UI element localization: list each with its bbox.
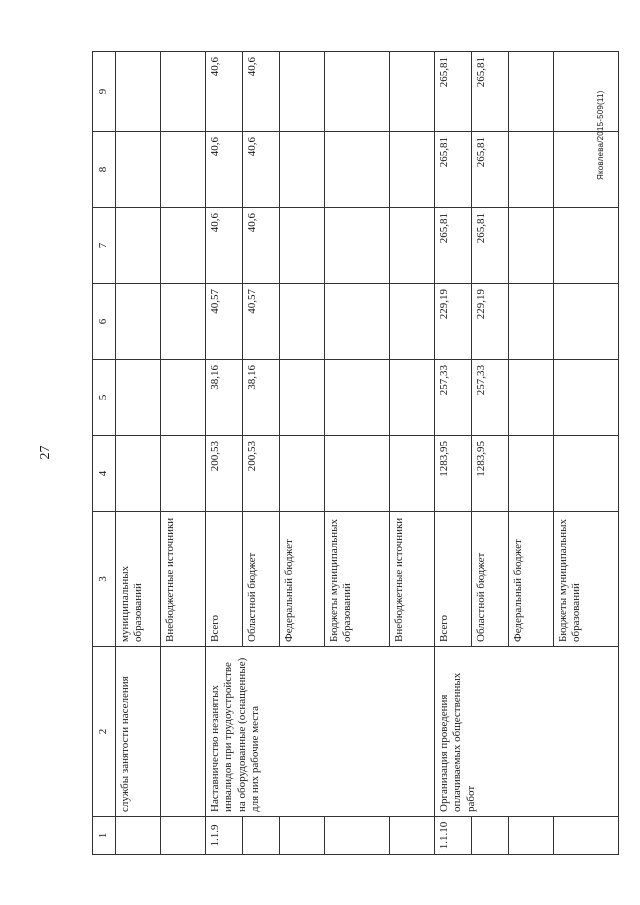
item-number-cell bbox=[280, 817, 325, 855]
value-cell bbox=[554, 360, 619, 436]
funding-source-cell: Областной бюджет bbox=[243, 512, 280, 647]
value-cell: 40,6 bbox=[243, 132, 280, 208]
measure-name-cell: службы занятости населения bbox=[116, 647, 161, 817]
value-cell bbox=[280, 360, 325, 436]
value-cell bbox=[554, 436, 619, 512]
column-header: 1 bbox=[93, 817, 116, 855]
value-cell bbox=[509, 436, 554, 512]
value-cell bbox=[116, 360, 161, 436]
column-header: 4 bbox=[93, 436, 116, 512]
value-cell bbox=[280, 436, 325, 512]
item-number-cell bbox=[390, 817, 435, 855]
value-cell bbox=[390, 360, 435, 436]
value-cell: 40,57 bbox=[243, 284, 280, 360]
value-cell bbox=[554, 52, 619, 132]
value-cell: 1283,95 bbox=[472, 436, 509, 512]
value-cell: 265,81 bbox=[435, 208, 472, 284]
funding-source-cell: Всего bbox=[206, 512, 243, 647]
value-cell: 200,53 bbox=[243, 436, 280, 512]
value-cell: 40,6 bbox=[243, 52, 280, 132]
value-cell bbox=[509, 132, 554, 208]
table-row bbox=[116, 52, 161, 855]
page-number: 27 bbox=[38, 445, 53, 460]
item-number-cell bbox=[509, 817, 554, 855]
item-number-cell bbox=[325, 817, 390, 855]
value-cell bbox=[116, 208, 161, 284]
value-cell: 40,6 bbox=[206, 132, 243, 208]
funding-source-cell: Областной бюджет bbox=[472, 512, 509, 647]
funding-source-cell: Всего bbox=[435, 512, 472, 647]
column-header: 5 bbox=[93, 360, 116, 436]
funding-source-cell: Внебюджетные источники bbox=[161, 512, 206, 647]
value-cell: 265,81 bbox=[435, 132, 472, 208]
value-cell: 265,81 bbox=[472, 52, 509, 132]
funding-source-cell: Федеральный бюджет bbox=[280, 512, 325, 647]
value-cell bbox=[325, 284, 390, 360]
value-cell bbox=[161, 132, 206, 208]
value-cell bbox=[116, 132, 161, 208]
funding-source-cell: Бюджеты муниципальных образований bbox=[554, 512, 619, 647]
value-cell: 257,33 bbox=[472, 360, 509, 436]
column-header: 3 bbox=[93, 512, 116, 647]
column-header: 8 bbox=[93, 132, 116, 208]
value-cell bbox=[116, 52, 161, 132]
item-number-cell bbox=[554, 817, 619, 855]
value-cell: 40,6 bbox=[206, 52, 243, 132]
value-cell bbox=[280, 132, 325, 208]
value-cell: 38,16 bbox=[206, 360, 243, 436]
funding-source-cell: Федеральный бюджет bbox=[509, 512, 554, 647]
item-number-cell: 1.1.10 bbox=[435, 817, 472, 855]
value-cell bbox=[161, 284, 206, 360]
value-cell: 40,57 bbox=[206, 284, 243, 360]
value-cell bbox=[554, 132, 619, 208]
value-cell: 265,81 bbox=[472, 132, 509, 208]
measure-name-cell bbox=[161, 647, 206, 817]
value-cell bbox=[116, 436, 161, 512]
funding-source-cell: Бюджеты муниципальных образований bbox=[325, 512, 390, 647]
value-cell: 38,16 bbox=[243, 360, 280, 436]
value-cell bbox=[161, 52, 206, 132]
table-row bbox=[161, 52, 206, 855]
value-cell bbox=[325, 52, 390, 132]
table-header-row bbox=[93, 52, 116, 855]
value-cell: 265,81 bbox=[435, 52, 472, 132]
value-cell bbox=[280, 284, 325, 360]
value-cell bbox=[509, 360, 554, 436]
value-cell bbox=[325, 132, 390, 208]
value-cell bbox=[161, 436, 206, 512]
value-cell bbox=[390, 284, 435, 360]
funding-source-cell: муниципальных образований bbox=[116, 512, 161, 647]
value-cell: 40,6 bbox=[243, 208, 280, 284]
value-cell: 229,19 bbox=[472, 284, 509, 360]
value-cell bbox=[554, 284, 619, 360]
value-cell bbox=[509, 52, 554, 132]
value-cell bbox=[325, 208, 390, 284]
measure-name-cell: Наставничество незанятых инвалидов при трудоустройстве на оборудованные (оснащенные) для них рабочие места bbox=[206, 647, 435, 817]
item-number-cell bbox=[243, 817, 280, 855]
value-cell: 40,6 bbox=[206, 208, 243, 284]
column-header: 6 bbox=[93, 284, 116, 360]
measure-name-cell: Организация проведения оплачиваемых общественных работ bbox=[435, 647, 619, 817]
value-cell bbox=[509, 284, 554, 360]
value-cell bbox=[280, 208, 325, 284]
value-cell: 257,33 bbox=[435, 360, 472, 436]
column-header: 9 bbox=[93, 52, 116, 132]
value-cell bbox=[554, 208, 619, 284]
value-cell bbox=[390, 52, 435, 132]
value-cell bbox=[280, 52, 325, 132]
value-cell bbox=[325, 436, 390, 512]
table-row bbox=[435, 52, 472, 855]
document-footer-code: Яковлева/2015-509(11) bbox=[596, 90, 605, 180]
value-cell bbox=[390, 208, 435, 284]
column-header: 7 bbox=[93, 208, 116, 284]
item-number-cell bbox=[472, 817, 509, 855]
value-cell: 200,53 bbox=[206, 436, 243, 512]
value-cell: 1283,95 bbox=[435, 436, 472, 512]
value-cell: 265,81 bbox=[472, 208, 509, 284]
item-number-cell bbox=[161, 817, 206, 855]
value-cell bbox=[509, 208, 554, 284]
value-cell bbox=[116, 284, 161, 360]
value-cell bbox=[161, 208, 206, 284]
value-cell bbox=[325, 360, 390, 436]
item-number-cell: 1.1.9 bbox=[206, 817, 243, 855]
column-header: 2 bbox=[93, 647, 116, 817]
item-number-cell bbox=[116, 817, 161, 855]
value-cell bbox=[390, 132, 435, 208]
table-row bbox=[206, 52, 243, 855]
value-cell: 229,19 bbox=[435, 284, 472, 360]
value-cell bbox=[390, 436, 435, 512]
funding-table bbox=[92, 51, 619, 855]
value-cell bbox=[161, 360, 206, 436]
funding-source-cell: Внебюджетные источники bbox=[390, 512, 435, 647]
